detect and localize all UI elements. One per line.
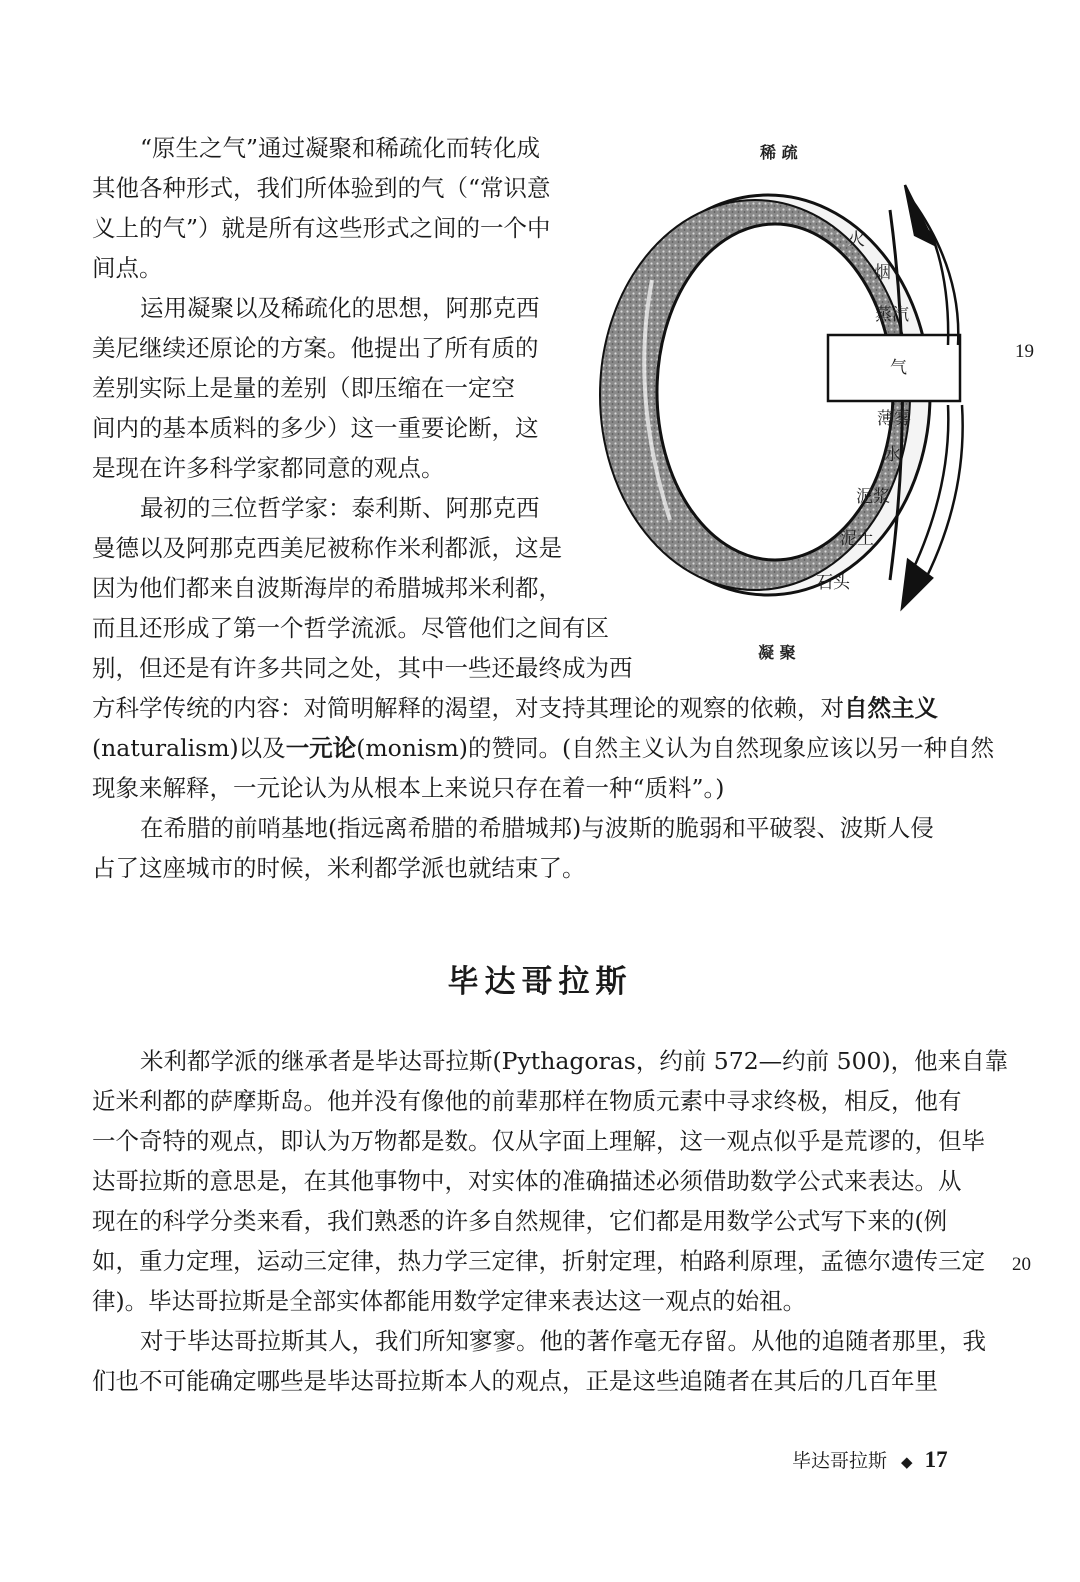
margin-number-upper: 19 <box>1015 341 1034 362</box>
text-line <box>92 691 938 725</box>
text-line: 其他各种形式，我们所体验到的气（“常识意 <box>92 174 551 202</box>
section-heading: 毕达哥拉斯 <box>447 964 633 1000</box>
label-condensation: 凝 聚 <box>758 643 796 662</box>
label-rarefaction: 稀 疏 <box>760 143 798 162</box>
footer-section-title: 毕达哥拉斯 <box>792 1450 888 1472</box>
text-line: 如，重力定理，运动三定律，热力学三定律，折射定理，柏路利原理，孟德尔遗传三定 <box>92 1247 985 1275</box>
text-line: 是现在许多科学家都同意的观点。 <box>92 454 445 482</box>
text-span: (naturalism)以及 <box>92 734 286 762</box>
text-line: 一个奇特的观点，即认为万物都是数。仅从字面上理解，这一观点似乎是荒谬的，但毕 <box>92 1127 985 1155</box>
text-line: 律)。毕达哥拉斯是全部实体都能用数学定律来表达这一观点的始祖。 <box>92 1287 807 1315</box>
text-line: 义上的气”）就是所有这些形式之间的一个中 <box>92 214 551 242</box>
text-line: 运用凝聚以及稀疏化的思想，阿那克西 <box>140 294 540 322</box>
text-line: 占了这座城市的时候，米利都学派也就结束了。 <box>92 854 586 882</box>
text-line: 在希腊的前哨基地(指远离希腊的希腊城邦)与波斯的脆弱和平破裂、波斯人侵 <box>140 814 934 842</box>
label-earth: 泥土 <box>840 529 874 549</box>
text-line: 米利都学派的继承者是毕达哥拉斯(Pythagoras，约前 572—约前 500)，他来自靠 <box>140 1047 1009 1075</box>
term-naturalism: 自然主义 <box>844 694 938 722</box>
text-span: 方科学传统的内容：对简明解释的渴望，对支持其理论的观察的依赖，对 <box>92 694 844 722</box>
label-stone: 石头 <box>816 573 850 593</box>
text-line: 美尼继续还原论的方案。他提出了所有质的 <box>92 334 539 362</box>
label-water: 水 <box>884 445 901 465</box>
page-footer <box>792 1446 948 1473</box>
text-line: 达哥拉斯的意思是，在其他事物中，对实体的准确描述必须借助数学公式来表达。从 <box>92 1167 962 1195</box>
page-number: 17 <box>924 1447 948 1472</box>
text-line: 差别实际上是量的差别（即压缩在一定空 <box>92 374 515 402</box>
text-line: 对于毕达哥拉斯其人，我们所知寥寥。他的著作毫无存留。从他的追随者那里，我 <box>140 1327 986 1355</box>
text-line: 们也不可能确定哪些是毕达哥拉斯本人的观点，正是这些追随者在其后的几百年里 <box>92 1367 938 1395</box>
label-air: 气 <box>890 358 907 378</box>
term-monism: 一元论 <box>285 734 357 762</box>
label-mud: 泥浆 <box>856 487 890 507</box>
text-line: 别，但还是有许多共同之处，其中一些还最终成为西 <box>92 654 633 682</box>
text-span: (monism)的赞同。(自然主义认为自然现象应该以另一种自然 <box>356 734 995 762</box>
label-smoke: 烟 <box>874 263 891 283</box>
text-line: 最初的三位哲学家：泰利斯、阿那克西 <box>140 494 540 522</box>
text-line: 现象来解释，一元论认为从根本上来说只存在着一种“质料”。) <box>92 774 725 802</box>
text-line: 曼德以及阿那克西美尼被称作米利都派，这是 <box>92 534 562 562</box>
label-mist: 薄雾 <box>877 409 911 429</box>
text-line: 间点。 <box>92 254 163 282</box>
text-line: 而且还形成了第一个哲学流派。尽管他们之间有区 <box>92 614 609 642</box>
text-line: 现在的科学分类来看，我们熟悉的许多自然规律，它们都是用数学公式写下来的(例 <box>92 1207 948 1235</box>
text-line: “原生之气”通过凝聚和稀疏化而转化成 <box>140 134 541 162</box>
text-line: 因为他们都来自波斯海岸的希腊城邦米利都， <box>92 574 562 602</box>
margin-number-lower: 20 <box>1012 1254 1031 1275</box>
text-line <box>92 731 994 765</box>
label-steam: 蒸汽 <box>875 305 909 325</box>
text-line: 近米利都的萨摩斯岛。他并没有像他的前辈那样在物质元素中寻求终极，相反，他有 <box>92 1087 962 1115</box>
text-line: 间内的基本质料的多少）这一重要论断，这 <box>92 414 539 442</box>
label-fire: 火 <box>848 230 865 250</box>
diamond-icon: ◆ <box>901 1453 913 1471</box>
condensation-rarefaction-figure <box>590 130 1010 670</box>
